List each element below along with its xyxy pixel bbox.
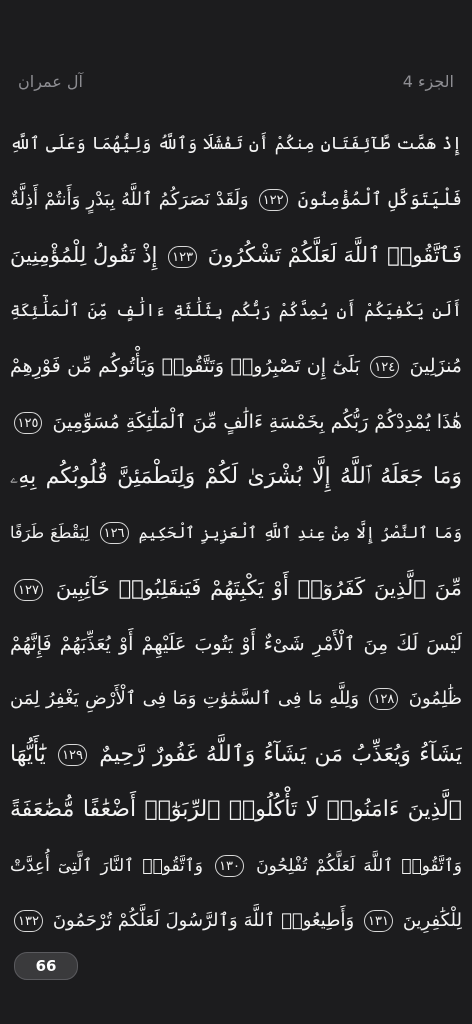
ayah-text[interactable]: فَٱتَّقُوا۟ ٱللَّهَ لَعَلَّكُمْ تَشْكُرُونَ — [207, 243, 462, 267]
quran-line — [10, 507, 462, 559]
ayah-text[interactable]: إِذْ تَقُولُ لِلْمُؤْمِنِينَ — [10, 243, 158, 267]
ayah-number-marker[interactable]: ١٢٨ — [369, 688, 398, 710]
ayah-text[interactable]: مُنزَلِينَ — [409, 355, 462, 377]
ayah-number-marker[interactable]: ١٢٥ — [14, 412, 43, 434]
ayah-number-marker[interactable]: ١٢٢ — [259, 189, 288, 211]
surah-name: آل عمران — [18, 72, 83, 91]
ayah-text[interactable]: ظَٰلِمُونَ — [408, 688, 462, 709]
quran-line — [10, 618, 462, 670]
ayah-text[interactable]: هَٰذَا يُمْدِدْكُمْ رَبُّكُم بِخَمْسَةِ ءَالَٰفٍ مِّنَ ٱلْمَلَٰٓئِكَةِ مُسَوِّمِينَ — [52, 410, 462, 433]
ayah-number-marker[interactable]: ١٣١ — [364, 910, 393, 932]
ayah-number-marker[interactable]: ١٢٧ — [14, 579, 43, 601]
quran-line — [10, 451, 462, 503]
ayah-text[interactable]: لَيْسَ لَكَ مِنَ ٱلْأَمْرِ شَىْءٌ أَوْ يَتُوبَ عَلَيْهِمْ أَوْ يُعَذِّبَهُمْ فَإِنَّهُمْ — [10, 632, 462, 655]
quran-page-text — [10, 118, 462, 948]
quran-line — [10, 562, 462, 614]
quran-line — [10, 784, 462, 836]
ayah-text[interactable]: فَلْيَتَوَكَّلِ ٱلْمُؤْمِنُونَ — [297, 188, 462, 210]
ayah-text[interactable]: ٱلَّذِينَ ءَامَنُوا۟ لَا تَأْكُلُوا۟ ٱلرِّبَوٰٓا۟ أَضْعَٰفًا مُّضَٰعَفَةً — [10, 797, 462, 822]
ayah-text[interactable]: وَمَا ٱلنَّصْرُ إِلَّا مِنْ عِندِ ٱللَّهِ ٱلْعَزِيزِ ٱلْحَكِيمِ — [138, 522, 462, 542]
ayah-text[interactable]: لِلْكَٰفِرِينَ — [402, 910, 462, 931]
ayah-text[interactable]: وَٱتَّقُوا۟ ٱلنَّارَ ٱلَّتِىٓ أُعِدَّتْ — [10, 855, 203, 876]
ayah-number-marker[interactable]: ١٢٣ — [168, 246, 197, 268]
quran-line — [10, 174, 462, 226]
ayah-number-marker[interactable]: ١٢٩ — [58, 744, 87, 766]
ayah-text[interactable]: إِذْ هَمَّت طَّآئِفَتَانِ مِنكُمْ أَن تَفْشَلَا وَٱللَّهُ وَلِيُّهُمَا وَعَلَى ٱللَّهِ — [10, 134, 462, 154]
quran-line — [10, 285, 462, 337]
page-header — [0, 68, 472, 98]
ayah-number-marker[interactable]: ١٢٦ — [100, 522, 129, 544]
quran-line — [10, 840, 462, 892]
page-number-badge[interactable]: 66 — [14, 952, 78, 980]
ayah-number-marker[interactable]: ١٢٤ — [370, 356, 399, 378]
quran-line — [10, 118, 462, 170]
ayah-text[interactable]: وَمَا جَعَلَهُ ٱللَّهُ إِلَّا بُشْرَىٰ لَكُمْ وَلِتَطْمَئِنَّ قُلُوبُكُم بِهِۦ — [10, 464, 462, 489]
juz-label: الجزء 4 — [402, 72, 454, 91]
quran-line — [10, 729, 462, 781]
ayah-text[interactable]: بَلَىٰٓ إِن تَصْبِرُوا۟ وَتَتَّقُوا۟ وَيَأْتُوكُم مِّن فَوْرِهِمْ — [10, 355, 360, 377]
ayah-text[interactable]: أَلَن يَكْفِيَكُمْ أَن يُمِدَّكُمْ رَبُّكُم بِثَلَٰثَةِ ءَالَٰفٍ مِّنَ ٱلْمَلَٰٓئِكَةِ — [10, 300, 462, 321]
ayah-text[interactable]: لِيَقْطَعَ طَرَفًا — [10, 522, 90, 542]
quran-line — [10, 229, 462, 281]
ayah-text[interactable]: وَأَطِيعُوا۟ ٱللَّهَ وَٱلرَّسُولَ لَعَلَّكُمْ تُرْحَمُونَ — [52, 910, 355, 931]
ayah-text[interactable]: وَٱتَّقُوا۟ ٱللَّهَ لَعَلَّكُمْ تُفْلِحُونَ — [256, 855, 462, 876]
quran-line — [10, 340, 462, 392]
quran-line — [10, 396, 462, 448]
ayah-text[interactable]: يَٰٓأَيُّهَا — [10, 741, 46, 767]
ayah-text[interactable]: يَشَآءُ وَيُعَذِّبُ مَن يَشَآءُ وَٱللَّهُ غَفُورٌ رَّحِيمٌ — [99, 741, 462, 767]
ayah-number-marker[interactable]: ١٣٠ — [215, 855, 244, 877]
quran-line — [10, 895, 462, 947]
ayah-number-marker[interactable]: ١٣٢ — [14, 910, 43, 932]
ayah-text[interactable]: مِّنَ ٱلَّذِينَ كَفَرُوٓا۟ أَوْ يَكْبِتَهُمْ فَيَنقَلِبُوا۟ خَآئِبِينَ — [55, 576, 462, 600]
ayah-text[interactable]: وَلَقَدْ نَصَرَكُمُ ٱللَّهُ بِبَدْرٍ وَأَنتُمْ أَذِلَّةٌ — [10, 188, 249, 210]
ayah-text[interactable]: وَلِلَّهِ مَا فِى ٱلسَّمَٰوَٰتِ وَمَا فِى ٱلْأَرْضِ يَغْفِرُ لِمَن — [10, 688, 360, 709]
quran-line — [10, 673, 462, 725]
